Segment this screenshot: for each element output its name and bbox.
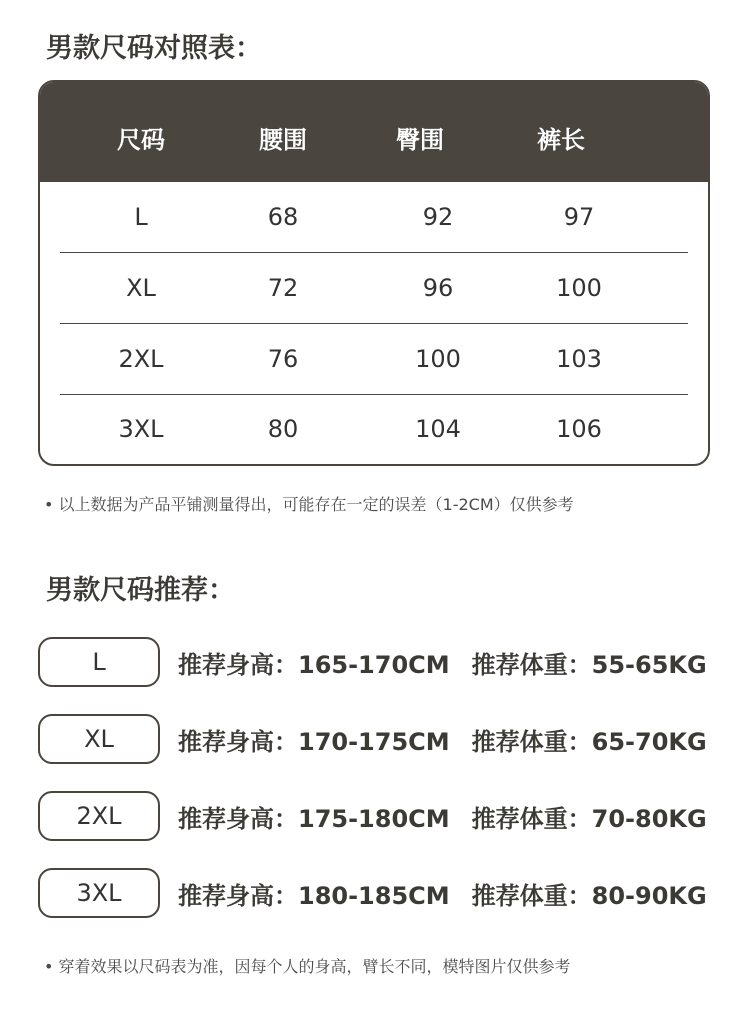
recommend-height: 推荐身高：170-175CM	[178, 728, 450, 756]
table-header	[40, 82, 708, 182]
cell-waist: 76	[267, 344, 299, 373]
header-length: 裤长	[537, 126, 585, 154]
cell-size: XL	[126, 273, 156, 302]
cell-waist: 68	[267, 202, 299, 231]
recommend-row	[38, 714, 718, 766]
recommend-title: 男款尺码推荐：	[46, 575, 235, 606]
recommend-weight: 推荐体重：70-80KG	[471, 805, 707, 833]
recommend-weight: 推荐体重：55-65KG	[471, 651, 707, 679]
cell-hip: 92	[422, 202, 454, 231]
size-chart-title: 男款尺码对照表：	[46, 33, 262, 64]
cell-hip: 96	[422, 273, 454, 302]
cell-size: 3XL	[118, 414, 164, 443]
recommend-weight: 推荐体重：80-90KG	[471, 882, 707, 910]
size-pill: 3XL	[38, 868, 160, 918]
header-hip: 臀围	[396, 126, 444, 154]
table-row	[60, 181, 688, 253]
table-row	[60, 252, 688, 324]
fit-note: • 穿着效果以尺码表为准，因每个人的身高，臂长不同，模特图片仅供参考	[44, 957, 571, 976]
cell-length: 103	[556, 344, 602, 373]
cell-waist: 72	[267, 273, 299, 302]
recommend-row	[38, 637, 718, 689]
recommend-row	[38, 868, 718, 920]
recommend-height: 推荐身高：165-170CM	[178, 651, 450, 679]
size-pill: 2XL	[38, 791, 160, 841]
recommend-height: 推荐身高：180-185CM	[178, 882, 450, 910]
cell-size: L	[134, 202, 148, 231]
size-pill: L	[38, 637, 160, 687]
cell-length: 97	[563, 202, 595, 231]
table-note: • 以上数据为产品平铺测量得出，可能存在一定的误差（1-2CM）仅供参考	[44, 495, 574, 514]
cell-size: 2XL	[118, 344, 164, 373]
size-pill: XL	[38, 714, 160, 764]
table-row	[60, 393, 688, 464]
cell-length: 106	[556, 414, 602, 443]
cell-length: 100	[556, 273, 602, 302]
recommend-row	[38, 791, 718, 843]
recommend-weight: 推荐体重：65-70KG	[471, 728, 707, 756]
size-table	[38, 80, 710, 466]
cell-hip: 104	[415, 414, 461, 443]
cell-hip: 100	[415, 344, 461, 373]
cell-waist: 80	[267, 414, 299, 443]
recommend-height: 推荐身高：175-180CM	[178, 805, 450, 833]
table-row	[60, 323, 688, 395]
header-waist: 腰围	[259, 126, 307, 154]
header-size: 尺码	[117, 126, 165, 154]
